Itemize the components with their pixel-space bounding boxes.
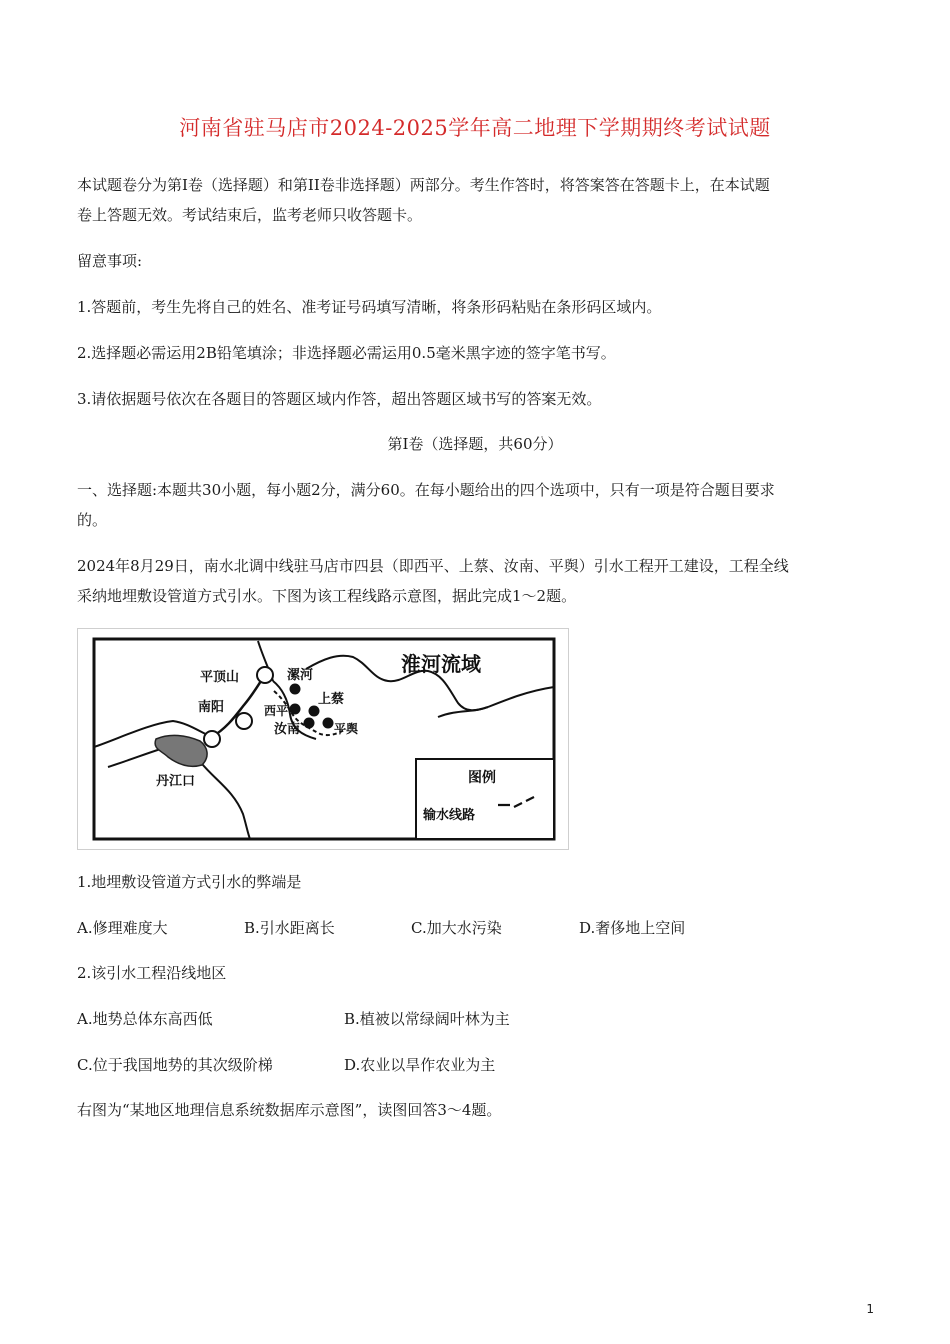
question-2-stem: 2.该引水工程沿线地区: [77, 964, 227, 982]
city-marker-pingdingshan: [257, 667, 273, 683]
legend-title: 图例: [468, 770, 496, 786]
question-1-option-a[interactable]: A.修理难度大: [77, 919, 168, 937]
notice-item: 2.选择题必需运用2B铅笔填涂；非选择题必需运用0.5毫米黑字迹的签字笔书写。: [77, 344, 616, 362]
map-label-pingdingshan: 平顶山: [200, 670, 240, 685]
question-1-option-d[interactable]: D.奢侈地上空间: [579, 919, 686, 937]
map-label-xiping: 西平: [264, 704, 289, 718]
map-label-huaihe: 淮河流域: [401, 652, 481, 676]
question-1-option-b[interactable]: B.引水距离长: [244, 919, 335, 937]
city-dot-xiping: [290, 704, 301, 715]
document-title: 河南省驻马店市2024-2025学年高二地理下学期期终考试试题: [179, 116, 771, 140]
question-2-option-b[interactable]: B.植被以常绿阔叶林为主: [344, 1010, 510, 1028]
city-marker-danjiangkou: [204, 731, 220, 747]
question-2-option-a[interactable]: A.地势总体东高西低: [77, 1010, 213, 1028]
map-label-nanyang: 南阳: [198, 700, 225, 715]
notice-item: 3.请依据题号依次在各题目的答题区域内作答，超出答题区域书写的答案无效。: [77, 390, 602, 408]
map-label-pingyu: 平舆: [334, 722, 359, 736]
map-label-luohe: 漯河: [287, 668, 314, 683]
city-dot-luohe: [290, 684, 301, 695]
notice-item: 1.答题前，考生先将自己的姓名、准考证号码填写清晰，将条形码粘贴在条形码区域内。: [77, 298, 662, 316]
intro-line-2: 卷上答题无效。考试结束后，监考老师只收答题卡。: [77, 206, 423, 224]
section-title: 第Ⅰ卷（选择题，共60分）: [387, 435, 563, 453]
intro-line-1: 本试题卷分为第Ⅰ卷（选择题）和第II卷非选择题）两部分。考生作答时，将答案答在答题卡上，在本试题: [77, 176, 770, 194]
route-map: [77, 628, 569, 850]
passage-2: 右图为“某地区地理信息系统数据库示意图”，读图回答3～4题。: [77, 1101, 502, 1119]
river-line: [488, 687, 554, 707]
city-dot-shangcai: [309, 706, 320, 717]
notice-heading: 留意事项:: [77, 252, 143, 270]
question-2-option-c[interactable]: C.位于我国地势的其次级阶梯: [77, 1056, 273, 1074]
passage-1-line-2: 采纳地埋敷设管道方式引水。下图为该工程线路示意图，据此完成1～2题。: [77, 587, 577, 605]
question-2-option-d[interactable]: D.农业以旱作农业为主: [344, 1056, 496, 1074]
city-dot-runan: [304, 718, 315, 729]
city-dot-pingyu: [323, 718, 334, 729]
question-1-option-c[interactable]: C.加大水污染: [411, 919, 502, 937]
section-intro-line-1: 一、选择题:本题共30小题，每小题2分，满分60。在每小题给出的四个选项中，只有一项是符合题目要求: [77, 481, 775, 499]
page-number: 1: [866, 1302, 874, 1316]
reservoir-shape: [155, 735, 207, 766]
map-label-shangcai: 上蔡: [318, 692, 345, 707]
section-intro-line-2: 的。: [77, 511, 108, 529]
question-1-stem: 1.地埋敷设管道方式引水的弊端是: [77, 873, 302, 891]
map-label-runan: 汝南: [274, 722, 301, 737]
legend-item-label: 输水线路: [423, 808, 476, 823]
city-marker-nanyang: [236, 713, 252, 729]
passage-1-line-1: 2024年8月29日，南水北调中线驻马店市四县（即西平、上蔡、汝南、平舆）引水工程开工建设，工程全线: [77, 557, 789, 575]
route-map-drawing: [78, 629, 568, 849]
map-label-danjiangkou: 丹江口: [156, 774, 196, 789]
river-line: [198, 759, 250, 839]
